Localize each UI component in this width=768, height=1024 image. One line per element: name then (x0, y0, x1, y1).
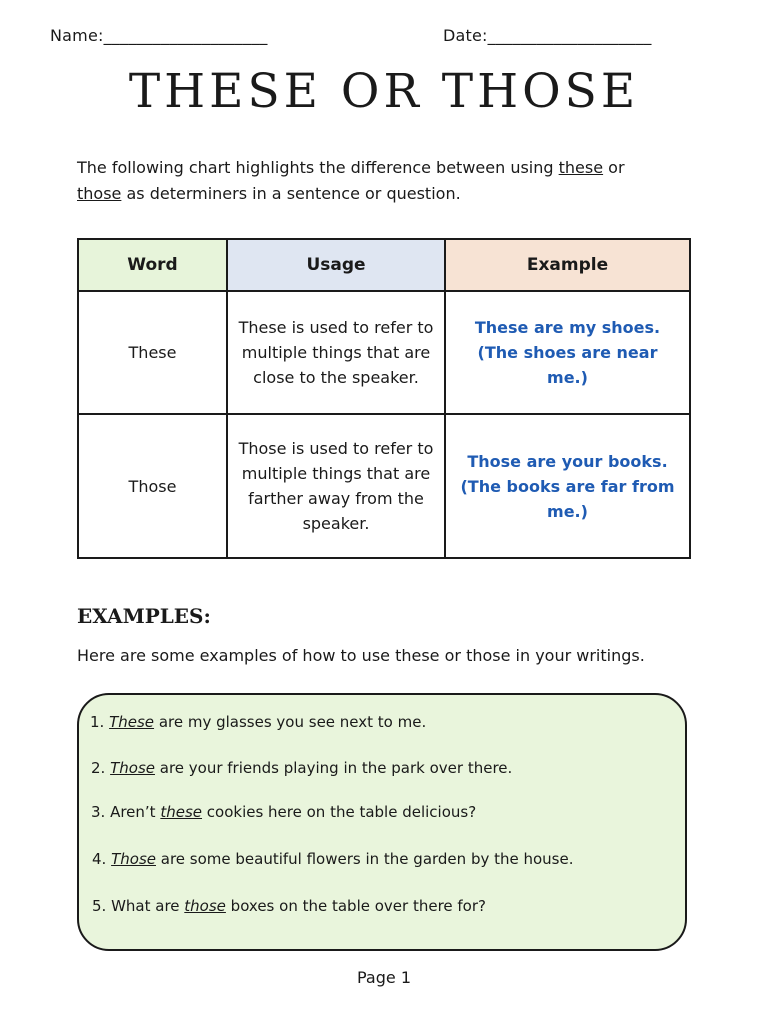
examples-intro: Here are some examples of how to use these or those in your writings. (77, 646, 645, 665)
example-keyword: Those (111, 850, 156, 868)
table-header-row (78, 239, 690, 291)
name-field[interactable]: Name:____________________ (50, 26, 268, 45)
header-word: Word (78, 239, 227, 291)
example-rest: boxes on the table over there for? (225, 897, 486, 915)
example-prefix: 4. (92, 850, 112, 868)
date-field[interactable]: Date:____________________ (443, 26, 652, 45)
examples-box (77, 693, 687, 951)
table-row (78, 414, 690, 558)
examples-heading: EXAMPLES: (77, 604, 211, 628)
header-usage: Usage (227, 239, 445, 291)
cell-example: These are my shoes. (The shoes are near me.) (445, 291, 690, 414)
example-prefix: 1. (90, 713, 110, 731)
header-example: Example (445, 239, 690, 291)
intro-text-2: or (603, 158, 625, 177)
worksheet-title: THESE OR THOSE (128, 64, 640, 119)
intro-paragraph (77, 155, 697, 207)
example-rest: are my glasses you see next to me. (154, 713, 427, 731)
example-rest: cookies here on the table delicious? (202, 803, 477, 821)
comparison-table (77, 238, 691, 559)
intro-text-3: as determiners in a sentence or question. (121, 184, 461, 203)
page-number: Page 1 (357, 968, 411, 987)
example-item (92, 850, 574, 868)
cell-usage: These is used to refer to multiple things that are close to the speaker. (227, 291, 445, 414)
example-item (92, 897, 486, 915)
example-keyword: these (160, 803, 203, 821)
intro-word-those: those (77, 184, 122, 203)
example-keyword: those (184, 897, 226, 915)
table-row (78, 291, 690, 414)
example-prefix: 2. (91, 759, 111, 777)
cell-usage: Those is used to refer to multiple things that are farther away from the speaker. (227, 414, 445, 558)
example-prefix: 3. Aren’t (91, 803, 161, 821)
example-keyword: Those (110, 759, 155, 777)
example-prefix: 5. What are (92, 897, 185, 915)
example-item (91, 759, 512, 777)
example-item (90, 713, 426, 731)
example-keyword: These (109, 713, 155, 731)
example-rest: are your friends playing in the park over there. (154, 759, 513, 777)
cell-word: Those (78, 414, 227, 558)
cell-word: These (78, 291, 227, 414)
cell-example: Those are your books. (The books are far from me.) (445, 414, 690, 558)
example-item (91, 803, 476, 821)
intro-word-these: these (558, 158, 604, 177)
example-rest: are some beautiful flowers in the garden by the house. (155, 850, 574, 868)
intro-text-1: The following chart highlights the difference between using (77, 158, 559, 177)
